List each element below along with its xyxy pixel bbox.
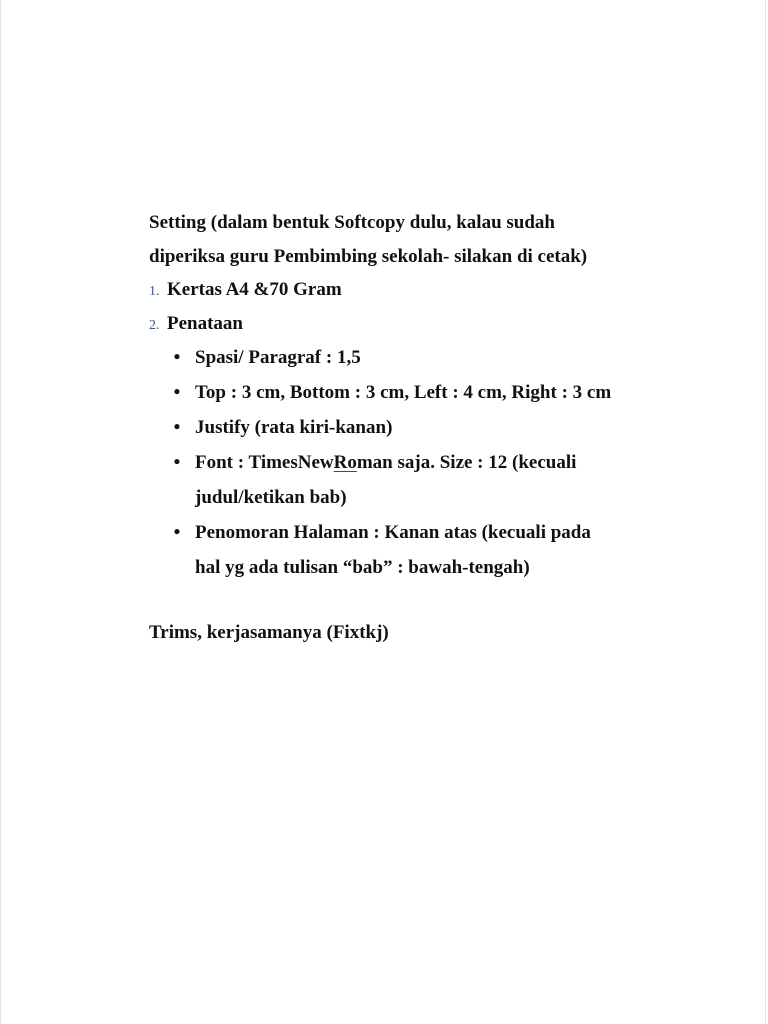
bullet-text bbox=[195, 445, 655, 515]
bullet-list bbox=[149, 340, 749, 585]
bullet-icon: • bbox=[173, 382, 181, 403]
bullet-item-halaman bbox=[149, 515, 749, 585]
bullet-text: Spasi/ Paragraf : 1,5 bbox=[195, 347, 361, 368]
bullet-text: Penomoran Halaman : Kanan atas (kecuali pada hal yg ada tulisan “bab” : bawah-tengah) bbox=[195, 522, 591, 578]
bullet-item-margin bbox=[149, 375, 749, 410]
bullet-icon: • bbox=[173, 522, 181, 543]
font-text-before: Font : TimesNew bbox=[195, 452, 334, 473]
numbered-item-text: Kertas A4 &70 Gram bbox=[167, 279, 342, 300]
document-body bbox=[149, 206, 749, 649]
bullet-icon: • bbox=[173, 347, 181, 368]
bullet-item-spasi bbox=[149, 340, 749, 375]
spellcheck-flagged-word[interactable]: Ro bbox=[333, 452, 357, 473]
bullet-item-justify bbox=[149, 410, 749, 445]
numbered-item-text: Penataan bbox=[167, 312, 243, 334]
list-number: 2. bbox=[149, 317, 160, 333]
bullet-text: Justify (rata kiri-kanan) bbox=[195, 417, 393, 438]
numbered-item-penataan bbox=[149, 307, 749, 341]
bullet-icon: • bbox=[173, 417, 181, 438]
bullet-icon: • bbox=[173, 452, 181, 473]
closing-line: Trims, kerjasamanya (Fixtkj) bbox=[149, 622, 389, 643]
numbered-item-kertas bbox=[149, 273, 749, 307]
bullet-item-font bbox=[149, 445, 749, 515]
bullet-text: Top : 3 cm, Bottom : 3 cm, Left : 4 cm, Right : 3 cm bbox=[195, 382, 612, 403]
intro-paragraph: Setting (dalam bentuk Softcopy dulu, kalau sudah diperiksa guru Pembimbing sekolah- silakan di cetak) bbox=[149, 212, 588, 267]
list-number: 1. bbox=[149, 284, 160, 299]
font-text-after: man saja. Size : 12 (kecuali judul/ketikan bab) bbox=[195, 452, 577, 508]
